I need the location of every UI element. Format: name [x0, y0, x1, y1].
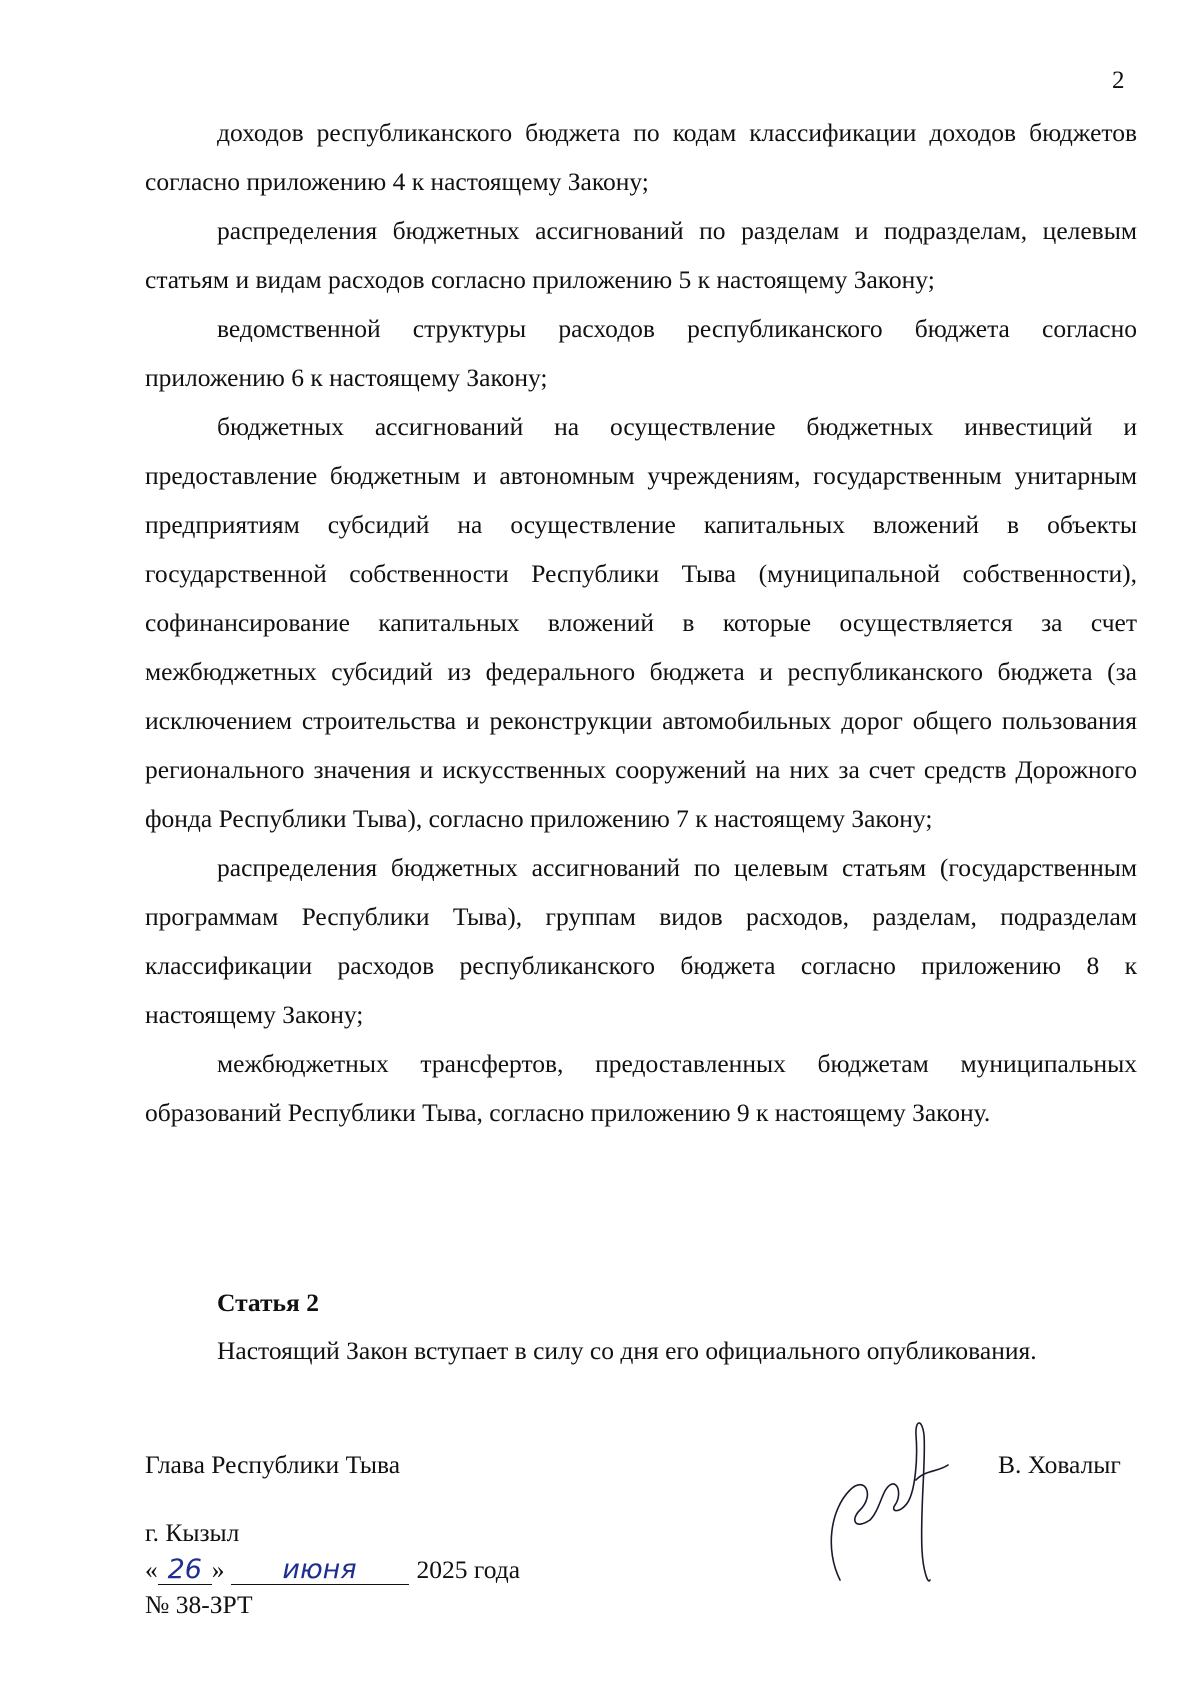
paragraph-5: распределения бюджетных ассигнований по целевым статьям (государственным программам Республики Тыва), группам видов расходов, разделам, подразделам классификации расходов республиканского бюджета согласно приложению 8 к настоящему Закону;	[145, 853, 1137, 1029]
paragraph-6: межбюджетных трансфертов, предоставленных бюджетам муниципальных образований Республики Тыва, согласно приложению 9 к настоящему Закону.	[145, 1049, 1137, 1127]
date-month: июня	[231, 1556, 409, 1585]
signer-position: Глава Республики Тыва	[145, 1450, 401, 1479]
article-2	[217, 1283, 1137, 1371]
signing-date	[145, 1552, 520, 1588]
date-close-quote: »	[211, 1555, 225, 1584]
place-of-signing: г. Кызыл	[145, 1518, 240, 1547]
paragraph-1: доходов республиканского бюджета по кодам классификации доходов бюджетов согласно приложению 4 к настоящему Закону;	[145, 118, 1137, 196]
paragraph-4: бюджетных ассигнований на осуществление бюджетных инвестиций и предоставление бюджетным и автономным учреждениям, государственным унитарным предприятиям субсидий на осуществление капитальных вложений в объекты государственной собственности Республики Тыва (муниципальной собственности), софинансирование капитальных вложений в которые осуществляется за счет межбюджетных субсидий из федерального бюджета и республиканского бюджета (за исключением строительства и реконструкции автомобильных дорог общего пользования регионального значения и искусственных сооружений на них за счет средств Дорожного фонда Республики Тыва), согласно приложению 7 к настоящему Закону;	[145, 412, 1137, 833]
date-day: 26	[158, 1556, 212, 1585]
date-open-quote: «	[145, 1555, 158, 1584]
article-title: Статья 2	[217, 1288, 319, 1317]
article-text: Настоящий Закон вступает в силу со дня его официального опубликования.	[217, 1336, 1037, 1365]
paragraph-3: ведомственной структуры расходов республиканского бюджета согласно приложению 6 к настоящему Закону;	[145, 314, 1137, 392]
page-number: 2	[1112, 67, 1125, 94]
law-number: № 38-ЗРТ	[145, 1590, 253, 1619]
law-body	[145, 108, 1137, 1137]
signer-name: В. Ховалыг	[998, 1450, 1121, 1479]
date-year: 2025 года	[416, 1555, 521, 1584]
handwritten-signature	[820, 1410, 960, 1590]
paragraph-2: распределения бюджетных ассигнований по разделам и подразделам, целевым статьям и видам расходов согласно приложению 5 к настоящему Закону;	[145, 216, 1137, 294]
